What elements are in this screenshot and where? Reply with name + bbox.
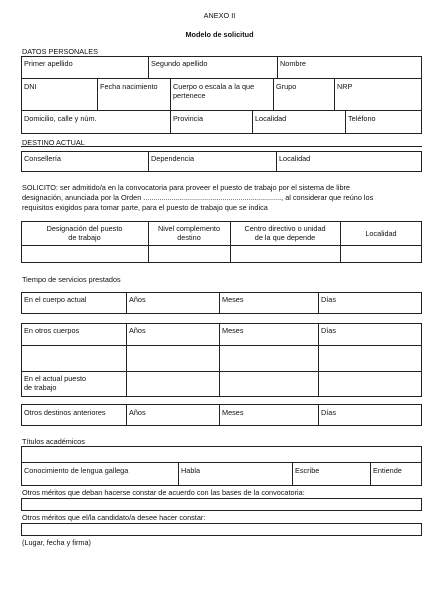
field-grupo[interactable]: Grupo	[276, 82, 297, 91]
header-designacion-line2: de trabajo	[68, 233, 101, 242]
destino-separator	[21, 146, 422, 147]
field-cuerpo-actual-anos[interactable]: Años	[129, 295, 146, 304]
annex-label: ANEXO II	[203, 11, 236, 20]
header-centro: Centro directivo o unidad	[244, 224, 326, 233]
destino-table	[21, 151, 422, 172]
field-nombre[interactable]: Nombre	[280, 59, 306, 68]
meritos-bases-label: Otros méritos que deban hacerse constar de acuerdo con las bases de la convocatoria:	[22, 488, 305, 497]
field-destino-localidad[interactable]: Localidad	[279, 154, 311, 163]
field-cuerpo-escala-line2: pertenece	[173, 91, 206, 100]
field-dependencia[interactable]: Dependencia	[151, 154, 195, 163]
field-otros-cuerpos-anos[interactable]: Años	[129, 326, 146, 335]
meritos-candidato-field[interactable]	[21, 523, 422, 536]
label-actual-puesto-line2: de trabajo	[24, 383, 57, 392]
field-otros-destinos-meses[interactable]: Meses	[222, 408, 244, 417]
header-nivel: Nivel complemento	[157, 224, 221, 233]
field-telefono[interactable]: Teléfono	[348, 114, 376, 123]
field-habla[interactable]: Habla	[181, 466, 201, 475]
field-localidad[interactable]: Localidad	[255, 114, 287, 123]
solicito-line-1: SOLICITO: ser admitido/a en la convocatoria para proveer el puesto de trabajo por el sistema de libre	[22, 183, 350, 192]
field-provincia[interactable]: Provincia	[173, 114, 204, 123]
field-otros-cuerpos-dias[interactable]: Días	[321, 326, 337, 335]
field-nrp[interactable]: NRP	[337, 82, 353, 91]
personal-section-title: DATOS PERSONALES	[22, 47, 98, 56]
field-cuerpo-actual-dias[interactable]: Días	[321, 295, 337, 304]
label-actual-puesto: En el actual puesto	[24, 374, 87, 383]
page-title: Modelo de solicitud	[185, 30, 254, 39]
label-otros-cuerpos: En otros cuerpos	[24, 326, 80, 335]
field-conselleria[interactable]: Consellería	[24, 154, 61, 163]
field-domicilio[interactable]: Domicilio, calle y núm.	[24, 114, 97, 123]
field-fecha-nacimiento[interactable]: Fecha nacimiento	[100, 82, 158, 91]
field-segundo-apellido[interactable]: Segundo apellido	[151, 59, 208, 68]
field-primer-apellido[interactable]: Primer apellido	[24, 59, 73, 68]
field-otros-destinos-anos[interactable]: Años	[129, 408, 146, 417]
label-otros-destinos: Otros destinos anteriores	[24, 408, 106, 417]
field-dni[interactable]: DNI	[24, 82, 37, 91]
header-designacion: Designación del puesto	[46, 224, 123, 233]
field-entiende[interactable]: Entiende	[373, 466, 402, 475]
field-escribe[interactable]: Escribe	[295, 466, 320, 475]
firma-label: (Lugar, fecha y firma)	[22, 538, 91, 547]
field-otros-destinos-dias[interactable]: Días	[321, 408, 337, 417]
label-cuerpo-actual: En el cuerpo actual	[24, 295, 87, 304]
field-otros-cuerpos-meses[interactable]: Meses	[222, 326, 244, 335]
meritos-bases-field[interactable]	[21, 498, 422, 511]
label-lengua-gallega: Conocimiento de lengua gallega	[24, 466, 129, 475]
titulos-section-title: Títulos académicos	[22, 437, 85, 446]
destino-section-title: DESTINO ACTUAL	[22, 138, 85, 147]
header-centro-line2: de la que depende	[254, 233, 316, 242]
meritos-candidato-label: Otros méritos que el/la candidato/a desee hacer constar:	[22, 513, 206, 522]
servicios-section-title: Tiempo de servicios prestados	[22, 275, 121, 284]
header-localidad: Localidad	[365, 229, 397, 238]
field-cuerpo-escala[interactable]: Cuerpo o escala a la que	[173, 82, 255, 91]
header-nivel-line2: destino	[177, 233, 201, 242]
solicito-line-3: requisitos exigidos para tomar parte, para el puesto de trabajo que se indica	[22, 203, 268, 212]
solicito-line-2: designación, anunciada por la Orden ...................................................................., al considerar que reúno los	[22, 193, 374, 202]
field-cuerpo-actual-meses[interactable]: Meses	[222, 295, 244, 304]
